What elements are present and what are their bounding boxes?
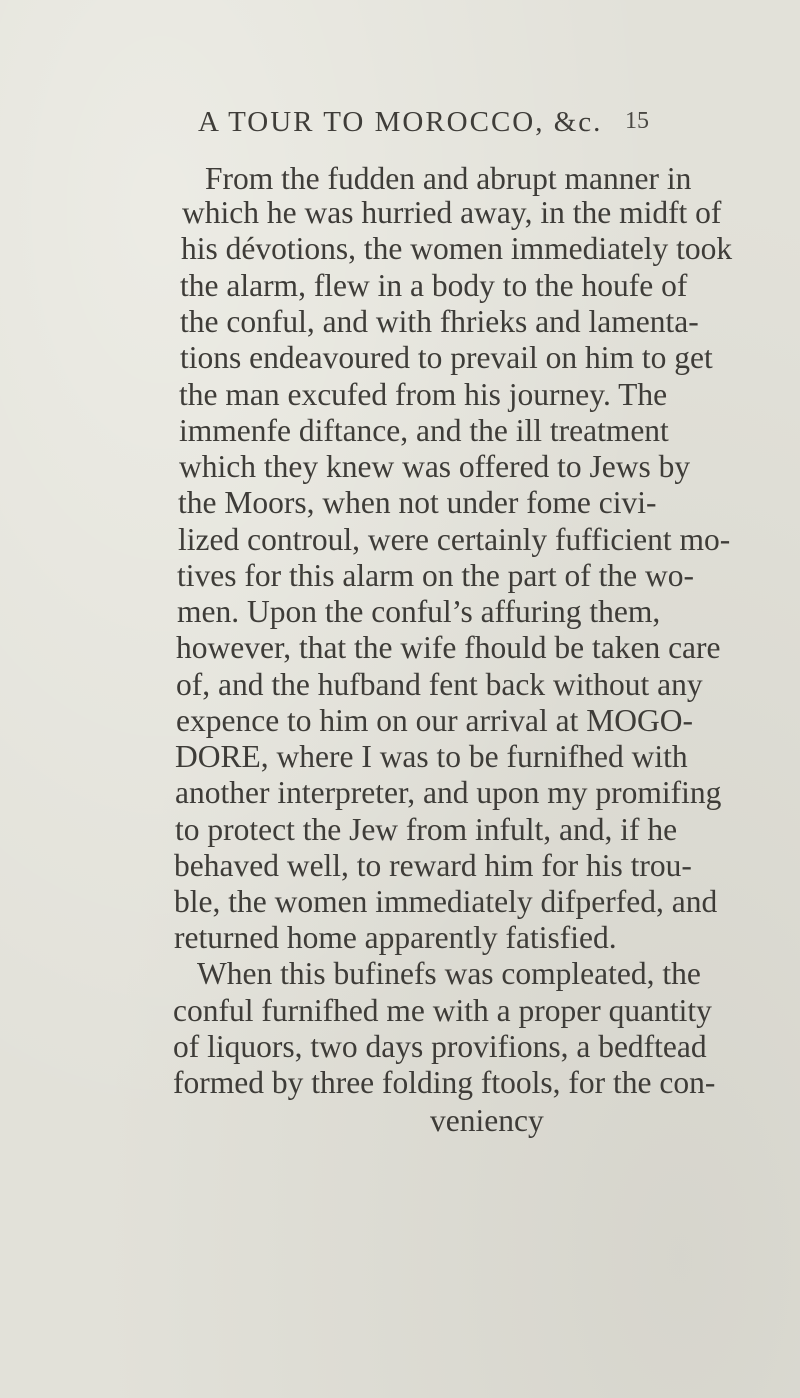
text-line: DORE, where I was to be furnifhed with [175, 739, 688, 774]
text-line: another interpreter, and upon my promifing [175, 775, 722, 810]
text-line: the Moors, when not under fome civi- [178, 485, 657, 520]
text-line: From the fudden and abrupt manner in [205, 161, 692, 196]
text-line: lized controul, were certainly fufficient mo- [178, 522, 731, 557]
text-line: the alarm, flew in a body to the houfe of [180, 268, 688, 303]
text-line: tives for this alarm on the part of the wo- [177, 558, 694, 593]
text-line: his dévotions, the women immediately took [181, 231, 733, 266]
running-head: A TOUR TO MOROCCO, &c. [198, 106, 603, 138]
text-line: of liquors, two days provifions, a bedftead [173, 1029, 707, 1064]
text-line: behaved well, to reward him for his trou- [174, 848, 692, 883]
text-line: the man excufed from his journey. The [179, 377, 668, 412]
text-line: to protect the Jew from infult, and, if he [175, 812, 678, 847]
text-line: formed by three folding ftools, for the con- [173, 1065, 716, 1100]
text-line: When this bufinefs was compleated, the [197, 956, 701, 991]
text-line: men. Upon the conful’s affuring them, [177, 594, 661, 629]
text-line: which he was hurried away, in the midft of [182, 195, 722, 230]
text-line: immenfe diftance, and the ill treatment [179, 413, 669, 448]
page-header [0, 106, 800, 146]
text-line: however, that the wife fhould be taken care [176, 630, 721, 665]
text-line: expence to him on our arrival at MOGO- [176, 703, 693, 738]
text-line: the conful, and with fhrieks and lamenta- [180, 304, 699, 339]
catchword: veniency [430, 1103, 544, 1138]
page-number: 15 [625, 108, 649, 134]
text-line: returned home apparently fatisfied. [174, 920, 617, 955]
text-line: which they knew was offered to Jews by [179, 449, 691, 484]
text-line: of, and the hufband fent back without any [176, 667, 703, 702]
text-line: tions endeavoured to prevail on him to get [180, 340, 713, 375]
text-line: conful furnifhed me with a proper quantity [173, 993, 712, 1028]
text-line: ble, the women immediately difperfed, and [174, 884, 718, 919]
